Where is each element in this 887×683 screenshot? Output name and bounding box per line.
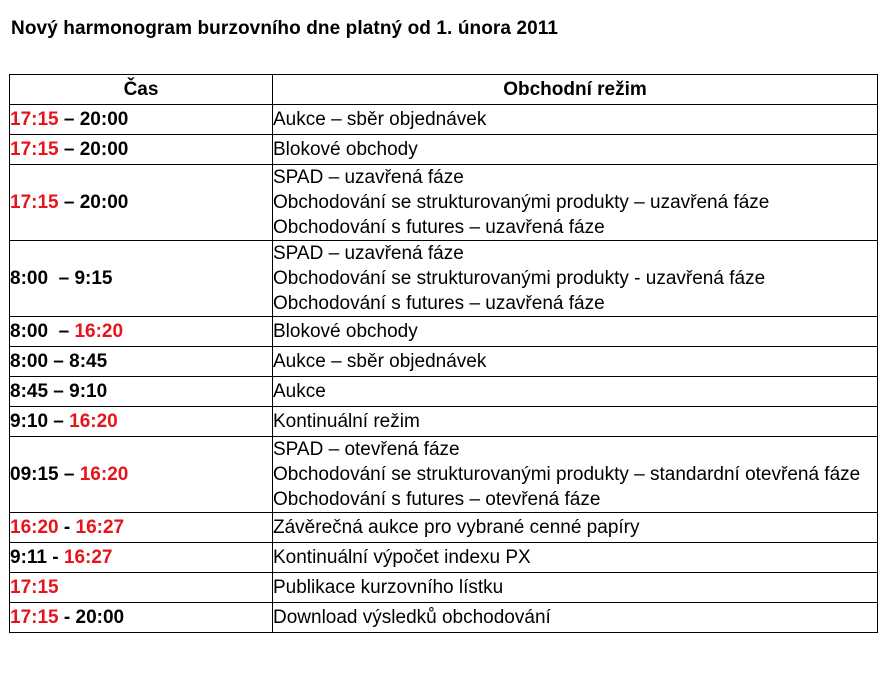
time-separator: - [58, 607, 76, 628]
mode-line: Aukce – sběr objednávek [273, 109, 487, 130]
mode-line: Kontinuální výpočet indexu PX [273, 547, 531, 568]
time-start: 17:15 [10, 192, 59, 213]
mode-line: Obchodování s futures – uzavřená fáze [273, 217, 605, 238]
mode-line: Závěrečná aukce pro vybrané cenné papíry [273, 517, 640, 538]
mode-line: SPAD – uzavřená fáze [273, 167, 464, 188]
time-start: 16:20 [10, 517, 59, 538]
time-cell [10, 603, 273, 633]
table-row [10, 241, 878, 317]
time-separator: – [48, 351, 70, 372]
mode-cell [273, 165, 878, 241]
time-separator: – [58, 464, 80, 485]
mode-cell [273, 407, 878, 437]
time-start: 8:00 [10, 351, 49, 372]
table-row [10, 513, 878, 543]
time-start: 8:00 [10, 321, 49, 342]
time-end: 16:20 [74, 321, 124, 342]
time-start: 17:15 [10, 577, 59, 598]
mode-line: SPAD – uzavřená fáze [273, 243, 464, 264]
mode-cell [273, 105, 878, 135]
time-end: 16:20 [79, 464, 129, 485]
mode-line: Blokové obchody [273, 139, 418, 160]
page-title: Nový harmonogram burzovního dne platný od 1. února 2011 [11, 18, 559, 39]
time-separator: – [58, 109, 80, 130]
time-end: 20:00 [75, 607, 125, 628]
mode-cell [273, 377, 878, 407]
time-cell [10, 543, 273, 573]
time-separator: – [58, 192, 80, 213]
time-cell [10, 437, 273, 513]
mode-line: Blokové obchody [273, 321, 418, 342]
time-start: 9:11 [10, 547, 47, 568]
mode-cell [273, 317, 878, 347]
time-start: 17:15 [10, 607, 59, 628]
table-row [10, 347, 878, 377]
time-cell [10, 347, 273, 377]
mode-cell [273, 135, 878, 165]
time-separator: - [58, 517, 76, 538]
mode-line: Kontinuální režim [273, 411, 420, 432]
schedule-table [9, 74, 878, 633]
table-row [10, 165, 878, 241]
mode-cell [273, 603, 878, 633]
time-cell [10, 105, 273, 135]
time-end: 16:20 [69, 411, 118, 432]
time-separator: – [48, 321, 75, 342]
time-start: 9:10 [10, 411, 49, 432]
mode-line: Publikace kurzovního lístku [273, 577, 504, 598]
time-cell [10, 241, 273, 317]
time-separator: – [48, 411, 70, 432]
time-end: 16:27 [75, 517, 125, 538]
table-row [10, 317, 878, 347]
time-start: 8:00 [10, 268, 49, 289]
time-start: 8:45 [10, 381, 49, 402]
mode-line: Obchodování s futures – uzavřená fáze [273, 293, 605, 314]
mode-cell [273, 513, 878, 543]
mode-cell [273, 573, 878, 603]
column-header-mode: Obchodní režim [273, 75, 878, 105]
table-row [10, 437, 878, 513]
table-row [10, 543, 878, 573]
mode-line: Obchodování se strukturovanými produkty – standardní otevřená fáze [273, 464, 861, 485]
time-cell [10, 135, 273, 165]
mode-line: Obchodování s futures – otevřená fáze [273, 489, 601, 510]
time-cell [10, 513, 273, 543]
table-row [10, 407, 878, 437]
time-cell [10, 317, 273, 347]
time-separator: – [58, 139, 80, 160]
time-end: 9:10 [69, 381, 108, 402]
table-row [10, 573, 878, 603]
time-end: 8:45 [69, 351, 108, 372]
time-end: 9:15 [74, 268, 113, 289]
mode-cell [273, 543, 878, 573]
mode-line: SPAD – otevřená fáze [273, 439, 460, 460]
mode-line: Aukce – sběr objednávek [273, 351, 487, 372]
time-end: 20:00 [79, 192, 129, 213]
table-row [10, 377, 878, 407]
mode-cell [273, 347, 878, 377]
time-end: 16:27 [63, 547, 113, 568]
mode-line: Aukce [273, 381, 326, 402]
table-row [10, 603, 878, 633]
mode-line: Download výsledků obchodování [273, 607, 551, 628]
time-start: 17:15 [10, 139, 59, 160]
time-separator: – [48, 381, 70, 402]
table-row [10, 105, 878, 135]
time-cell [10, 573, 273, 603]
time-cell [10, 165, 273, 241]
time-separator: – [48, 268, 75, 289]
table-row [10, 135, 878, 165]
mode-cell [273, 437, 878, 513]
time-cell [10, 407, 273, 437]
mode-line: Obchodování se strukturovanými produkty - uzavřená fáze [273, 268, 766, 289]
mode-line: Obchodování se strukturovanými produkty – uzavřená fáze [273, 192, 770, 213]
time-end: 20:00 [79, 139, 129, 160]
schedule-body [10, 105, 878, 633]
time-start: 17:15 [10, 109, 59, 130]
column-header-time: Čas [10, 75, 273, 105]
time-separator: - [46, 547, 64, 568]
time-start: 09:15 [10, 464, 59, 485]
time-end: 20:00 [79, 109, 129, 130]
time-cell [10, 377, 273, 407]
table-header-row [10, 75, 878, 105]
mode-cell [273, 241, 878, 317]
